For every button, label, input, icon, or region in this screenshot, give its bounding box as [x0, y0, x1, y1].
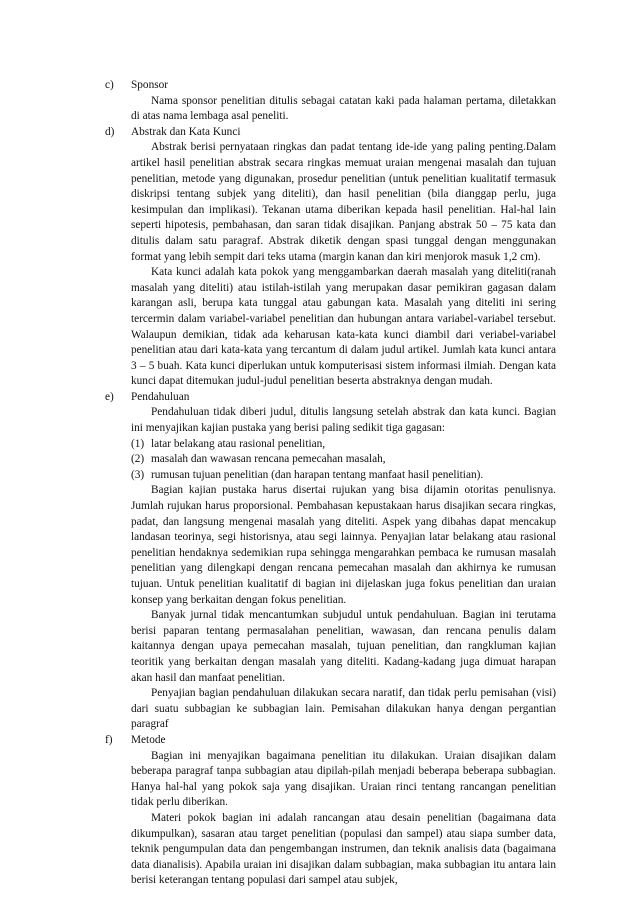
section-heading [0, 733, 638, 749]
list-number: (1) [131, 437, 145, 450]
list-number: (3) [131, 468, 145, 481]
section-heading [0, 78, 638, 94]
section-heading [0, 125, 638, 141]
paragraph: Banyak jurnal tidak mencantumkan subjudul untuk pendahuluan. Bagian ini terutama berisi paparan tentang permasalahan penelitian, wawasan, dan rencana penulis dalam kaitannya dengan upaya pemecahan masalah, tujuan penelitian, dan rangkluman kajian teoritik yang berkaitan dengan masalah yang diteliti. Kadang-kadang juga dimuat harapan akan hasil dan manfaat penelitian. [131, 609, 556, 684]
section-sponsor [0, 78, 638, 125]
section-letter: f) [105, 733, 113, 746]
paragraph: Bagian kajian pustaka harus disertai rujukan yang bisa dijamin otoritas penulisnya. Jumlah rujukan harus proporsional. Pembahasan kepustakaan harus disajikan secara ringkas, padat, dan langsung mengenai masalah yang diteliti. Aspek yang dibahas dapat mencakup landasan teorinya, segi historisnya, atau segi lainnya. Penyajian latar belakang atau rasional penelitian hendaknya sedemikian rupa sehingga mengarahkan pembaca ke rumusan masalah penelitian yang dilengkapi dengan rencana pemecahan masalah dan akhirnya ke rumusan tujuan. Untuk penelitian kualitatif di bagian ini dijelaskan juga fokus penelitian dan uraian konsep yang berkaitan dengan fokus penelitian. [131, 484, 556, 606]
section-heading [0, 390, 638, 406]
section-title: Pendahuluan [131, 390, 190, 403]
top-margin [0, 0, 638, 78]
paragraph: Pendahuluan tidak diberi judul, ditulis langsung setelah abstrak dan kata kunci. Bagian ini menyajikan kajian pustaka yang berisi paling sedikit tiga gagasan: [131, 406, 556, 435]
list-text: masalah dan wawasan rencana pemecahan masalah, [151, 453, 386, 466]
section-abstrak [0, 125, 638, 390]
paragraph: Abstrak berisi pernyataan ringkas dan padat tentang ide-ide yang paling penting.Dalam artikel hasil penelitian abstrak secara ringkas memuat uraian mengenai masalah dan tujuan penelitian, metode yang digunakan, prosedur penelitian (untuk penelitian kualitatif termasuk diskripsi tentang subjek yang diteliti), dan hasil penelitian (bila dianggap perlu, juga kesimpulan dan implikasi). Tekanan utama diberikan kepada hasil penelitian. Hal-hal lain seperti hipotesis, pembahasan, dan saran tidak disajikan. Panjang abstrak 50 – 75 kata dan ditulis dalam satu paragraf. Abstrak diketik dengan spasi tunggal dengan menggunakan format yang lebih sempit dari teks utama (margin kanan dan kiri menjorok masuk 1,2 cm). [131, 141, 556, 263]
paragraph: Kata kunci adalah kata pokok yang menggambarkan daerah masalah yang diteliti(ranah masalah yang diteliti) atau istilah-istilah yang merupakan dasar pemikiran gagasan dalam karangan asli, berupa kata tunggal atau gabungan kata. Masalah yang diteliti ini sering tercermin dalam variabel-variabel penelitian dan hubungan antara variabel-variabel tersebut. Walaupun demikian, tidak ada keharusan kata-kata kunci diambil dari veriabel-variabel penelitian atau dari kata-kata yang tercantum di dalam judul artikel. Jumlah kata kunci antara 3 – 5 buah. Kata kunci diperlukan untuk komputerisasi sistem informasi ilmiah. Dengan kata kunci dapat ditemukan judul-judul penelitian beserta abstraknya dengan mudah. [131, 266, 556, 388]
paragraph: Nama sponsor penelitian ditulis sebagai catatan kaki pada halaman pertama, diletakkan di atas nama lembaga asal peneliti. [131, 94, 556, 123]
paragraph: Materi pokok bagian ini adalah rancangan atau desain penelitian (bagaimana data dikumpulkan), sasaran atau target penelitian (populasi dan sampel) atau siapa sumber data, teknik pengumpulan data dan pengembangan instrumen, dan teknik analisis data (bagaimana data dianalisis). Apabila uraian ini disajikan dalam subbagian, maka subbagian itu antara lain berisi keterangan tentang populasi dari sampel atau subjek, [131, 811, 556, 887]
list-text: rumusan tujuan penelitian (dan harapan tentang manfaat hasil penelitian). [151, 468, 484, 481]
list-item [0, 452, 638, 468]
section-letter: d) [105, 125, 115, 138]
idea-list [0, 437, 638, 484]
paragraph: Bagian ini menyajikan bagaimana penelitian itu dilakukan. Uraian disajikan dalam beberapa paragraf tanpa subbagian atau dipilah-pilah menjadi beberapa beberapa subbagian. Hanya hal-hal yang pokok saja yang disajikan. Uraian rinci tentang rancangan penelitian tidak perlu diberikan. [131, 749, 556, 809]
section-title: Metode [131, 733, 166, 746]
list-item [0, 437, 638, 453]
section-title: Abstrak dan Kata Kunci [131, 125, 241, 138]
paragraph: Penyajian bagian pendahuluan dilakukan secara naratif, dan tidak perlu pemisahan (visi) dari suatu subbagian ke subbagian lain. Pemisahan dilakukan hanya dengan pergantian paragraf [131, 687, 556, 731]
section-pendahuluan [0, 390, 638, 733]
section-metode [0, 733, 638, 889]
section-title: Sponsor [131, 79, 169, 91]
list-number: (2) [131, 453, 145, 466]
list-item [0, 468, 638, 484]
list-text: latar belakang atau rasional penelitian, [151, 437, 326, 450]
section-letter: c) [105, 79, 114, 91]
section-letter: e) [105, 390, 114, 403]
